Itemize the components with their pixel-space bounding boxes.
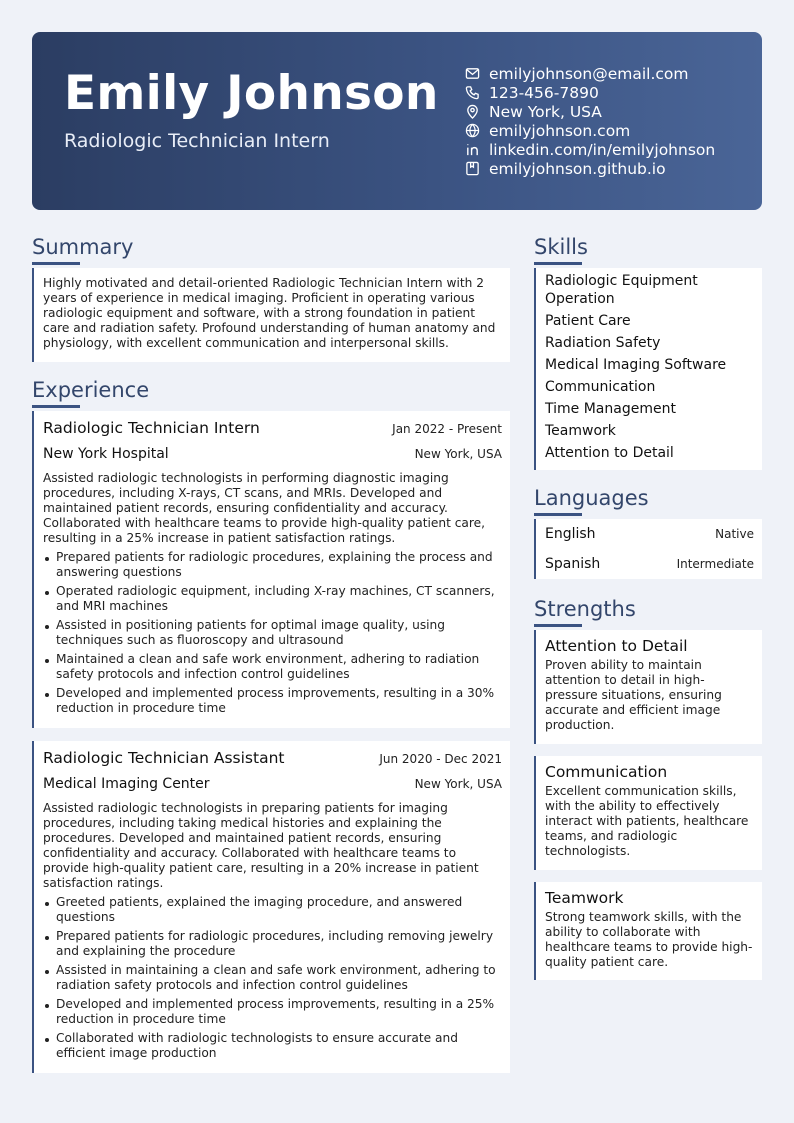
contact-list	[465, 64, 715, 178]
strength-description: Excellent communication skills, with the ability to effectively interact with patients, healthcare teams, and radiologic technologists.	[545, 784, 749, 858]
summary-heading: Summary	[32, 235, 134, 259]
candidate-title: Radiologic Technician Intern	[64, 130, 330, 152]
section-underline	[32, 405, 80, 408]
language-level: Intermediate	[676, 557, 754, 571]
list-item: Operated radiologic equipment, including X-ray machines, CT scanners, and MRI machines	[43, 584, 502, 614]
job-title: Radiologic Technician Assistant	[43, 749, 285, 767]
job-date: Jan 2022 - Present	[392, 422, 502, 436]
skill-item: Attention to Detail	[545, 445, 674, 461]
strength-description: Strong teamwork skills, with the ability to collaborate with healthcare teams to provide high-quality patient care.	[545, 910, 753, 969]
skills-section	[534, 232, 762, 470]
email-icon	[465, 66, 480, 81]
summary-text: Highly motivated and detail-oriented Radiologic Technician Intern with 2 years of experience in medical imaging. Proficient in operating various radiologic equipment and software, with a strong foundation in patient care and radiation safety. Profound understanding of human anatomy and physiology, with excellent communication and interpersonal skills.	[43, 276, 496, 350]
job-card	[32, 741, 510, 1073]
phone-icon	[465, 85, 480, 100]
experience-heading: Experience	[32, 378, 150, 402]
job-location: New York, USA	[414, 777, 502, 791]
contact-portfolio[interactable]	[465, 159, 715, 178]
strengths-heading: Strengths	[534, 597, 636, 621]
language-name: English	[545, 526, 596, 542]
strengths-section	[534, 594, 762, 980]
linkedin-icon	[465, 142, 480, 157]
candidate-name: Emily Johnson	[64, 66, 439, 121]
list-item: Prepared patients for radiologic procedures, including removing jewelry and explaining the procedure	[43, 929, 502, 959]
contact-website[interactable]	[465, 121, 715, 140]
job-date: Jun 2020 - Dec 2021	[379, 752, 502, 766]
contact-linkedin[interactable]	[465, 140, 715, 159]
list-item: Assisted in maintaining a clean and safe work environment, adhering to radiation safety protocols and infection control guidelines	[43, 963, 502, 993]
language-row	[545, 519, 754, 549]
strength-card	[534, 630, 762, 744]
section-underline	[32, 262, 80, 265]
job-header	[43, 419, 502, 439]
main-column	[32, 232, 510, 1073]
contact-portfolio-text: emilyjohnson.github.io	[489, 159, 666, 178]
strength-title: Communication	[545, 763, 668, 781]
side-column	[534, 232, 762, 980]
resume-header	[32, 32, 762, 210]
list-item: Maintained a clean and safe work environment, adhering to radiation safety protocols and infection control guidelines	[43, 652, 502, 682]
summary-card	[32, 268, 510, 362]
skill-item: Patient Care	[545, 313, 631, 329]
section-underline	[534, 624, 582, 627]
job-card	[32, 411, 510, 728]
contact-website-text: emilyjohnson.com	[489, 121, 631, 140]
strength-description: Proven ability to maintain attention to detail in high-pressure situations, ensuring accurate and efficient image production.	[545, 658, 722, 732]
list-item: Greeted patients, explained the imaging procedure, and answered questions	[43, 895, 502, 925]
skill-item: Teamwork	[545, 423, 616, 439]
job-bullets	[43, 895, 502, 1061]
job-title: Radiologic Technician Intern	[43, 419, 260, 437]
skill-item: Communication	[545, 379, 656, 395]
skill-item: Time Management	[545, 401, 676, 417]
strength-card	[534, 756, 762, 870]
strength-title: Teamwork	[545, 889, 624, 907]
job-location: New York, USA	[414, 447, 502, 461]
job-subheader	[43, 446, 502, 466]
contact-linkedin-text: linkedin.com/in/emilyjohnson	[489, 140, 716, 159]
list-item: Developed and implemented process improvements, resulting in a 30% reduction in procedure time	[43, 686, 502, 716]
languages-card	[534, 519, 762, 579]
globe-icon	[465, 123, 480, 138]
strength-card	[534, 882, 762, 980]
skill-item: Medical Imaging Software	[545, 357, 727, 373]
list-item: Developed and implemented process improvements, resulting in a 25% reduction in procedure time	[43, 997, 502, 1027]
experience-section	[32, 375, 510, 1073]
job-header	[43, 749, 502, 769]
languages-heading: Languages	[534, 486, 649, 510]
job-description: Assisted radiologic technologists in preparing patients for imaging procedures, including taking medical histories and explaining the procedures. Developed and maintained patient records, ensuring confidentiality and accuracy. Collaborated with healthcare teams to provide high-quality patient care, resulting in a 20% increase in patient satisfaction ratings.	[43, 801, 479, 890]
job-description: Assisted radiologic technologists in performing diagnostic imaging procedures, including X-rays, CT scans, and MRIs. Developed and maintained patient records, ensuring confidentiality and accuracy. Collaborated with healthcare teams to provide high-quality patient care, resulting in a 25% increase in patient satisfaction ratings.	[43, 471, 486, 545]
languages-section	[534, 483, 762, 579]
job-subheader	[43, 776, 502, 796]
skills-card	[534, 268, 762, 470]
skills-heading: Skills	[534, 235, 588, 259]
list-item: Prepared patients for radiologic procedures, explaining the process and answering questions	[43, 550, 502, 580]
skill-item: Radiation Safety	[545, 335, 661, 351]
job-company: Medical Imaging Center	[43, 776, 210, 792]
contact-email-text: emilyjohnson@email.com	[489, 64, 689, 83]
strength-title: Attention to Detail	[545, 637, 688, 655]
contact-phone-text: 123-456-7890	[489, 83, 599, 102]
list-item: Assisted in positioning patients for optimal image quality, using techniques such as fluoroscopy and ultrasound	[43, 618, 502, 648]
language-row	[545, 549, 754, 579]
contact-location	[465, 102, 715, 121]
list-item: Collaborated with radiologic technologists to ensure accurate and efficient image production	[43, 1031, 502, 1061]
section-underline	[534, 262, 582, 265]
contact-location-text: New York, USA	[489, 102, 602, 121]
location-icon	[465, 104, 480, 119]
portfolio-icon	[465, 161, 480, 176]
job-bullets	[43, 550, 502, 716]
language-name: Spanish	[545, 556, 601, 572]
section-underline	[534, 513, 582, 516]
skill-item: Radiologic Equipment Operation	[545, 273, 698, 307]
contact-email[interactable]	[465, 64, 715, 83]
job-company: New York Hospital	[43, 446, 169, 462]
language-level: Native	[715, 527, 754, 541]
summary-section	[32, 232, 510, 362]
contact-phone[interactable]	[465, 83, 715, 102]
